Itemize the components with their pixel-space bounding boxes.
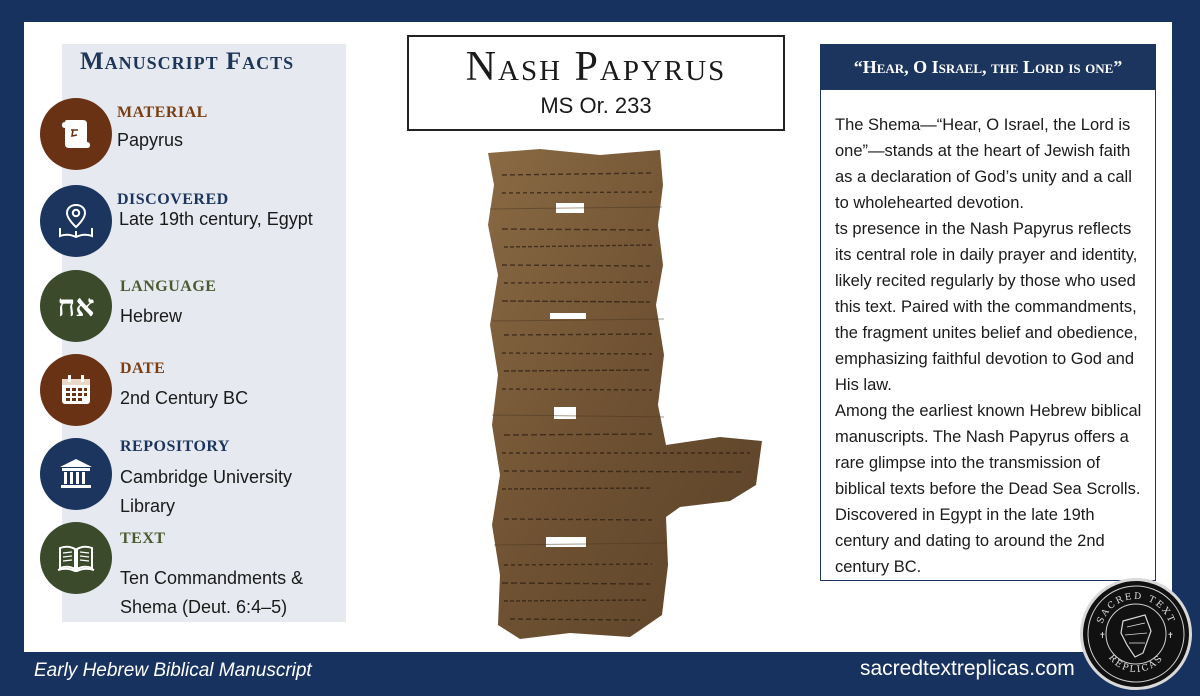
fact-label: LANGUAGE	[120, 278, 217, 295]
svg-text:SACRED TEXT: SACRED TEXT	[1095, 591, 1177, 626]
fact-value: Hebrew	[120, 306, 183, 326]
fact-repository	[40, 438, 340, 514]
quote-paragraph: ts presence in the Nash Papyrus reflects its central role in daily prayer and identity, likely recited regularly by those who used this text. Paired with the commandments, the fragment unites belief and obedience, emphasizing faithful devotion to God and His law.	[835, 220, 1138, 394]
fact-date	[40, 354, 340, 430]
fact-value: Late 19th century, Egypt	[119, 209, 313, 229]
papyrus-image	[480, 145, 770, 645]
fact-language	[40, 270, 340, 346]
fact-value: Cambridge University Library	[120, 467, 293, 516]
fact-text	[40, 522, 340, 622]
sacred-text-replicas-logo	[1080, 578, 1192, 690]
library-building-icon	[40, 438, 112, 510]
scroll-icon	[40, 98, 112, 170]
fact-label: TEXT	[120, 530, 166, 547]
fact-material	[40, 98, 340, 174]
facts-title: Manuscript Facts	[80, 48, 295, 75]
quote-panel	[820, 90, 1156, 581]
calendar-icon	[40, 354, 112, 426]
open-book-icon	[40, 522, 112, 594]
footer-caption: Early Hebrew Biblical Manuscript	[34, 660, 312, 681]
fact-discovered	[40, 185, 340, 261]
svg-text:✝: ✝	[1167, 631, 1174, 640]
fact-value: Papyrus	[117, 130, 184, 150]
fact-value: Ten Commandments &	[120, 568, 304, 588]
map-pin-book-icon	[40, 185, 112, 257]
page-subtitle: MS Or. 233	[540, 93, 652, 118]
quote-heading: “Hear, O Israel, the Lord is one”	[820, 44, 1156, 90]
fact-label: DATE	[120, 360, 166, 377]
footer-website-link[interactable]: sacredtextreplicas.com	[860, 657, 1075, 680]
fact-label: MATERIAL	[117, 104, 208, 121]
fact-label: REPOSITORY	[120, 438, 230, 455]
quote-paragraph: Among the earliest known Hebrew biblical manuscripts. The Nash Papyrus offers a rare glimpse into the transmission of biblical texts before the Dead Sea Scrolls. Discovered in Egypt in the late 19th century and dating to around the 2nd century BC.	[835, 402, 1142, 576]
fact-value: 2nd Century BC	[120, 388, 249, 408]
title-box	[407, 35, 785, 131]
fact-value-line2: Shema (Deut. 6:4–5)	[120, 597, 288, 617]
hebrew-letters-icon: אח	[40, 270, 112, 342]
quote-body	[835, 112, 1147, 580]
svg-text:REPLICAS: REPLICAS	[1106, 652, 1166, 676]
page-title: Nash Papyrus	[465, 44, 727, 90]
fact-label: DISCOVERED	[117, 191, 229, 208]
quote-paragraph: The Shema—“Hear, O Israel, the Lord is one”—stands at the heart of Jewish faith as a declaration of God’s unity and a call to wholehearted devotion.	[835, 116, 1132, 212]
svg-text:✝: ✝	[1099, 631, 1106, 640]
